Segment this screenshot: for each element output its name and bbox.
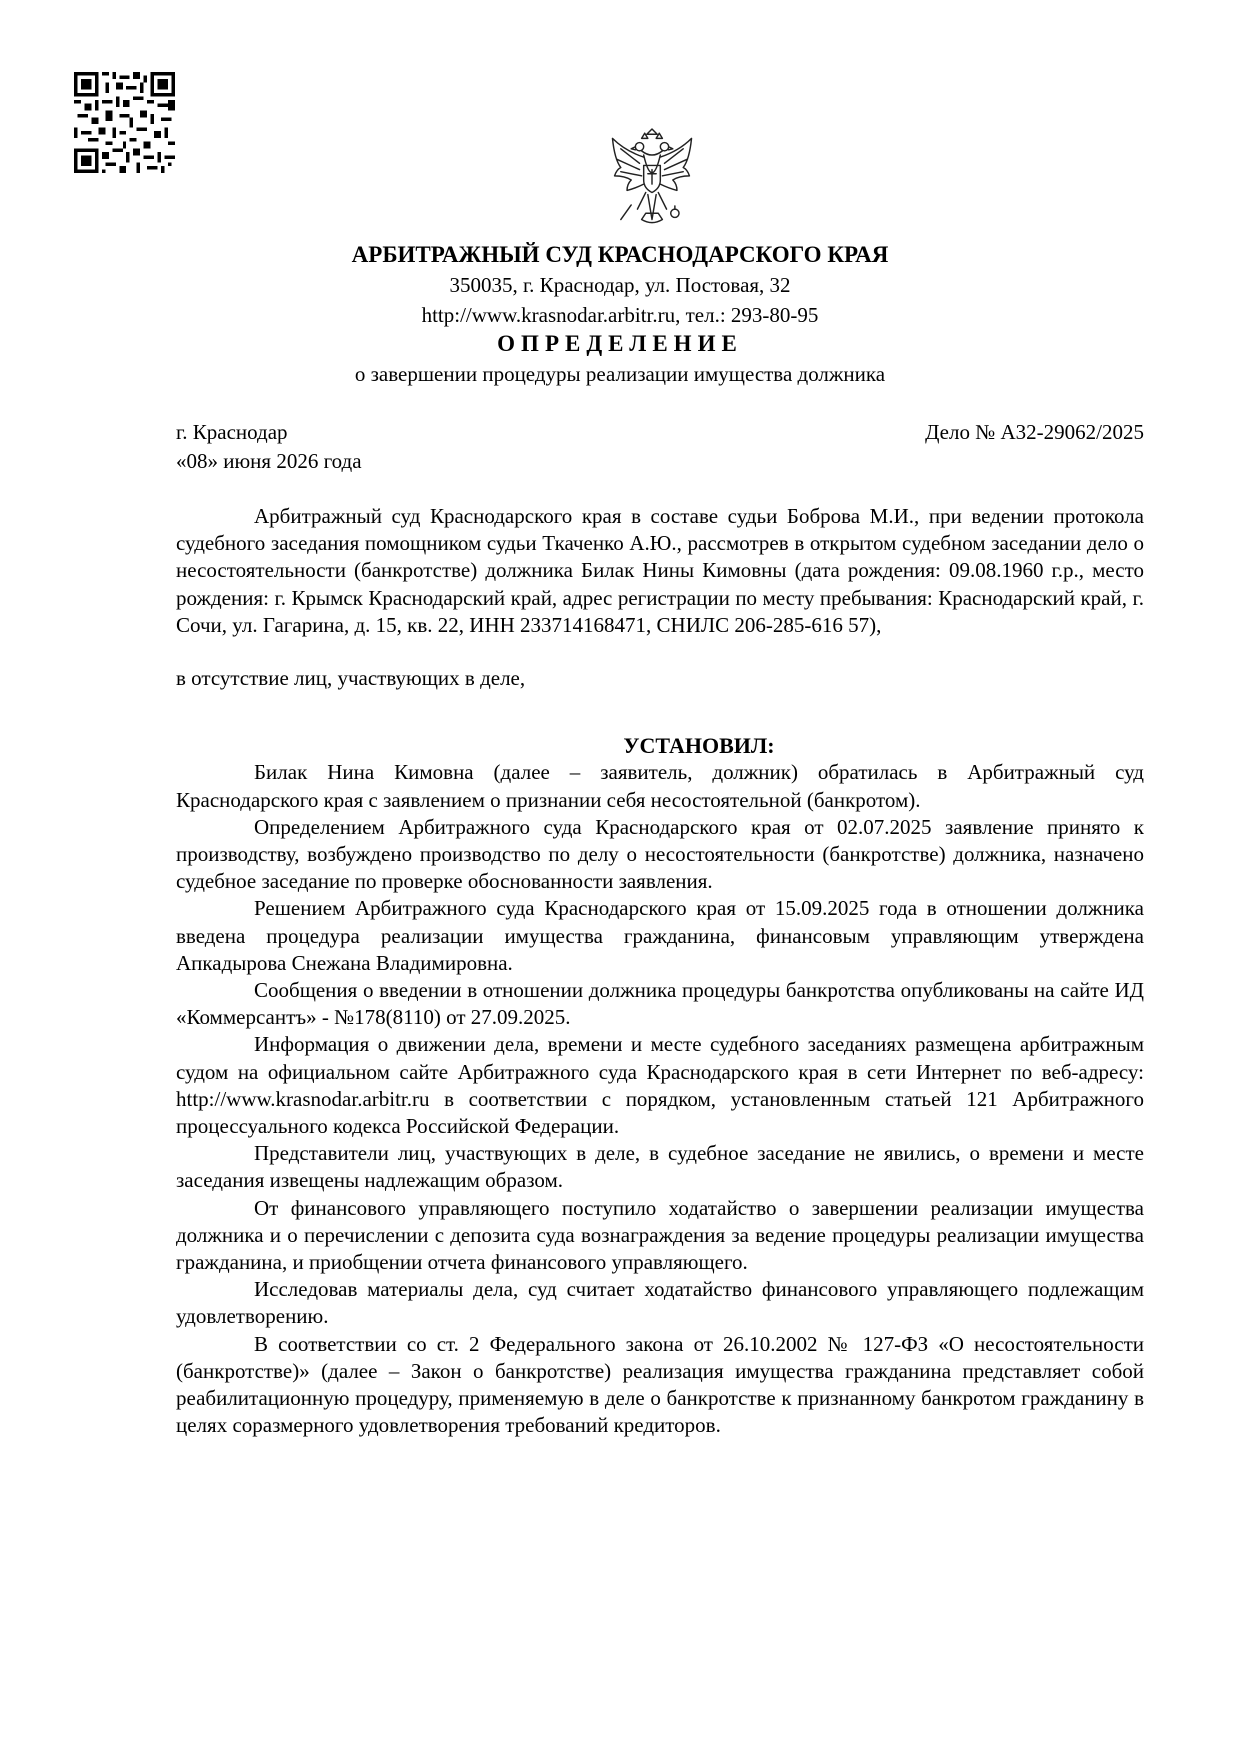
- intro-paragraph: Арбитражный суд Краснодарского края в составе судьи Боброва М.И., при ведении протокола судебного заседания помощником судьи Ткаченко А.Ю., рассмотрев в открытом судебном заседании дело о несостоятельности (банкротстве) должника Билак Нины Кимовны (дата рождения: 09.08.1960 г.р., место рождения: г. Крымск Краснодарский край, адрес регистрации по месту пребывания: Краснодарский край, г. Сочи, ул. Гагарина, д. 15, кв. 22, ИНН 233714168471, СНИЛС 206-285-616 57),: [176, 504, 1144, 637]
- court-contacts: http://www.krasnodar.arbitr.ru, тел.: 293-80-95: [421, 303, 819, 327]
- qr-code: [74, 72, 175, 173]
- body-paragraph: В соответствии со ст. 2 Федерального закона от 26.10.2002 № 127-ФЗ «О несостоятельности (банкротстве)» (далее – Закон о банкротстве) реализация имущества гражданина представляет собой реабилитационную процедуру, применяемую в деле о банкротстве к признанному банкротом гражданину в целях соразмерного удовлетворения требований кредиторов.: [176, 1331, 1144, 1438]
- body-paragraph: Исследовав материалы дела, суд считает ходатайство финансового управляющего подлежащим удовлетворению.: [176, 1277, 1144, 1329]
- coat-of-arms-emblem: [600, 128, 704, 232]
- document-subtitle: о завершении процедуры реализации имущества должника: [354, 362, 886, 386]
- body-paragraph: Представители лиц, участвующих в деле, в судебное заседание не явились, о времени и месте заседания извещены надлежащим образом.: [176, 1141, 1144, 1193]
- document-date: «08» июня 2026 года: [176, 449, 362, 473]
- case-number: Дело № А32-29062/2025: [925, 420, 1144, 444]
- court-name: АРБИТРАЖНЫЙ СУД КРАСНОДАРСКОГО КРАЯ: [351, 242, 889, 267]
- body-paragraph: Информация о движении дела, времени и месте судебного заседаниях размещена арбитражным судом на официальном сайте Арбитражного суда Краснодарского края в сети Интернет по веб-адресу: http://www.krasnodar.arbitr.ru в соответствии с порядком, установленным статьей 121 Арбитражного процессуального кодекса Российской Федерации.: [176, 1032, 1144, 1139]
- document-body: [176, 503, 1144, 1440]
- body-paragraph: Сообщения о введении в отношении должника процедуры банкротства опубликованы на сайте ИД «Коммерсантъ» - №178(8110) от 27.09.2025.: [176, 978, 1144, 1030]
- city: г. Краснодар: [176, 420, 288, 444]
- body-paragraph: Билак Нина Кимовна (далее – заявитель, должник) обратилась в Арбитражный суд Краснодарского края с заявлением о признании себя несостоятельной (банкротом).: [176, 760, 1144, 812]
- court-address: 350035, г. Краснодар, ул. Постовая, 32: [449, 273, 791, 297]
- body-paragraph: Решением Арбитражного суда Краснодарского края от 15.09.2025 года в отношении должника введена процедура реализации имущества гражданина, финансовым управляющим утверждена Апкадырова Снежана Владимировна.: [176, 896, 1144, 975]
- section-title: УСТАНОВИЛ:: [623, 733, 775, 759]
- document-type: ОПРЕДЕЛЕНИЕ: [497, 331, 743, 356]
- body-paragraph: Определением Арбитражного суда Краснодарского края от 02.07.2025 заявление принято к производству, возбуждено производство по делу о несостоятельности (банкротстве) должника, назначено судебное заседание по проверке обоснованности заявления.: [176, 814, 1144, 894]
- body-paragraph: От финансового управляющего поступило ходатайство о завершении реализации имущества должника и о перечислении с депозита суда вознаграждения за ведение процедуры реализации имущества гражданина, и приобщении отчета финансового управляющего.: [176, 1195, 1144, 1275]
- absence-paragraph: в отсутствие лиц, участвующих в деле,: [176, 666, 526, 691]
